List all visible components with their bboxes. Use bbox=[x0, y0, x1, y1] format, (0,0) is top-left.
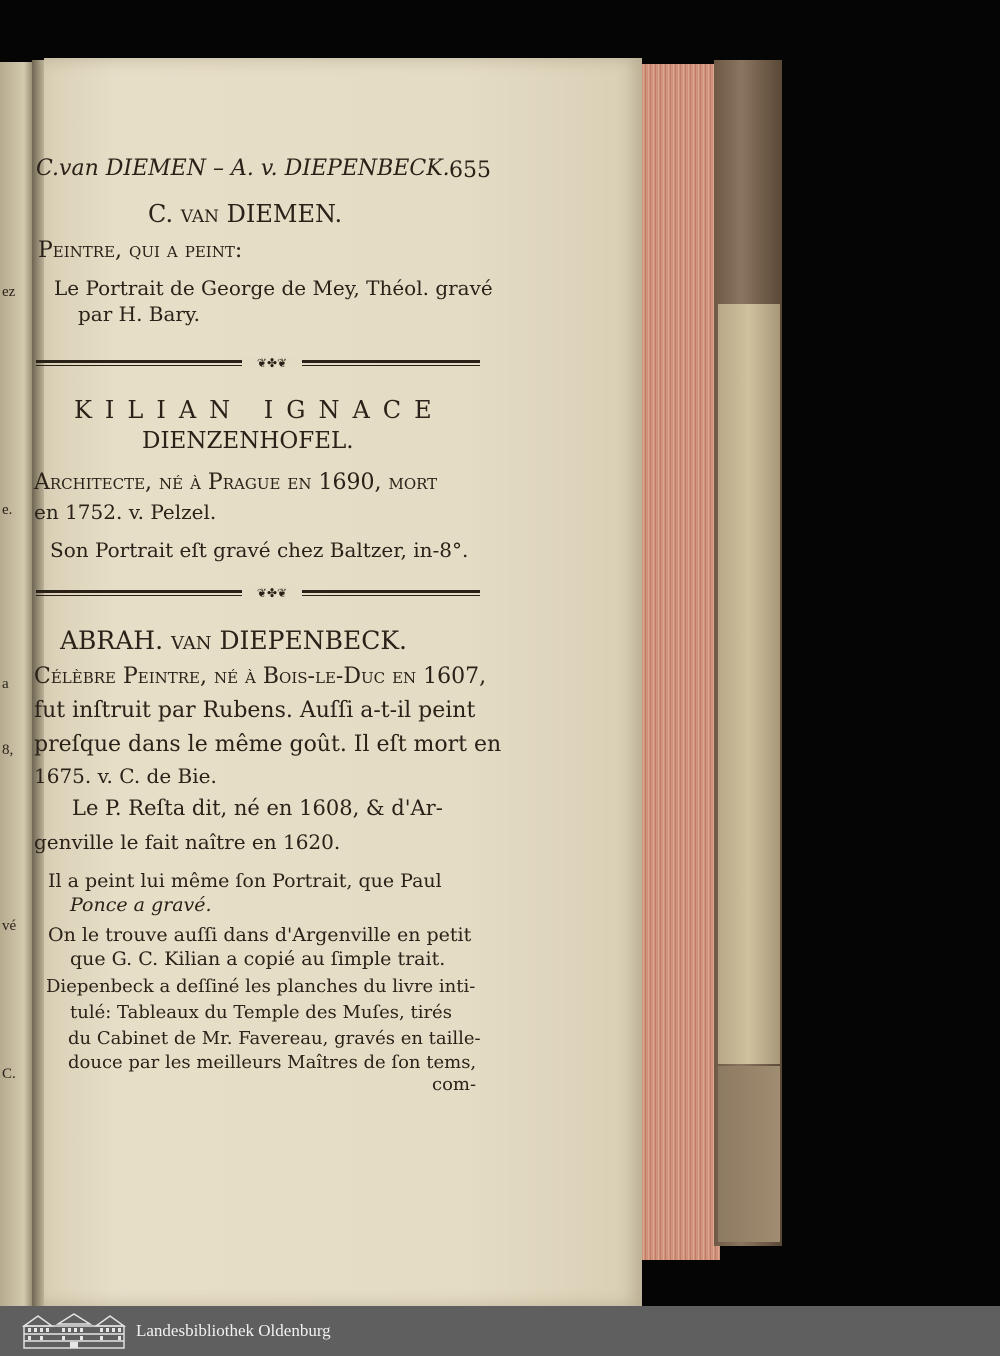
entry-line: On le trouve auſſi dans d'Argenville en petit bbox=[48, 924, 472, 946]
entry-line: Peintre, qui a peint: bbox=[38, 238, 243, 263]
entry-line: que G. C. Kilian a copié au ſimple trait. bbox=[70, 948, 446, 970]
page-number: 655 bbox=[449, 158, 491, 183]
left-page-fragment: e. bbox=[2, 502, 13, 518]
entry-line: par H. Bary. bbox=[78, 302, 200, 326]
entry-line: Le Portrait de George de Mey, Théol. gravé bbox=[54, 276, 493, 300]
entry-line: genville le fait naître en 1620. bbox=[34, 830, 341, 854]
book-page bbox=[34, 58, 642, 1306]
entry-line: Diepenbeck a deſſiné les planches du livre inti- bbox=[46, 976, 476, 997]
catchword: com- bbox=[432, 1074, 477, 1095]
entry-line: Il a peint lui même ſon Portrait, que Paul bbox=[48, 870, 442, 892]
entry-line: en 1752. v. Pelzel. bbox=[34, 500, 217, 524]
entry-heading: KILIAN IGNACE bbox=[74, 396, 445, 424]
entry-line: Son Portrait eſt gravé chez Baltzer, in-8°. bbox=[50, 538, 469, 562]
entry-line: Le P. Reſta dit, né en 1608, & d'Ar- bbox=[72, 796, 443, 820]
cover-paper-strip-lower bbox=[718, 1066, 780, 1242]
entry-line: Ponce a gravé. bbox=[70, 894, 212, 916]
page-edges bbox=[637, 64, 720, 1260]
running-title: C.van DIEMEN – A. v. DIEPENBECK. bbox=[36, 156, 450, 181]
library-building-icon bbox=[20, 1312, 128, 1350]
left-page-fragment: vé bbox=[2, 918, 17, 934]
entry-line: 1675. v. C. de Bie. bbox=[34, 764, 217, 788]
left-page-fragment: a bbox=[2, 676, 9, 692]
footer-bar bbox=[0, 1306, 1000, 1356]
cover-paper-strip bbox=[718, 304, 780, 1064]
ornamental-rule: ❦✤❦ bbox=[36, 358, 480, 368]
entry-heading: DIENZENHOFEL. bbox=[142, 428, 354, 454]
entry-heading: C. van DIEMEN. bbox=[148, 200, 343, 228]
previous-page-edge bbox=[0, 62, 34, 1306]
left-page-fragment: 8, bbox=[2, 742, 14, 758]
entry-heading: ABRAH. van DIEPENBECK. bbox=[60, 626, 407, 655]
entry-line: fut inſtruit par Rubens. Auſſi a-t-il peint bbox=[34, 698, 476, 723]
entry-line: du Cabinet de Mr. Favereau, gravés en taille- bbox=[68, 1028, 481, 1049]
left-page-fragment: ez bbox=[2, 284, 16, 300]
left-page-fragment: C. bbox=[2, 1066, 16, 1082]
entry-line: Célèbre Peintre, né à Bois-le-Duc en 1607, bbox=[34, 664, 487, 689]
entry-line: tulé: Tableaux du Temple des Muſes, tirés bbox=[70, 1002, 452, 1023]
library-name: Landesbibliothek Oldenburg bbox=[136, 1321, 331, 1340]
entry-line: Architecte, né à Prague en 1690, mort bbox=[34, 470, 438, 495]
ornamental-rule: ❦✤❦ bbox=[36, 588, 480, 598]
entry-line: douce par les meilleurs Maîtres de ſon tems, bbox=[68, 1052, 477, 1073]
entry-line: preſque dans le même goût. Il eſt mort en bbox=[34, 732, 502, 757]
